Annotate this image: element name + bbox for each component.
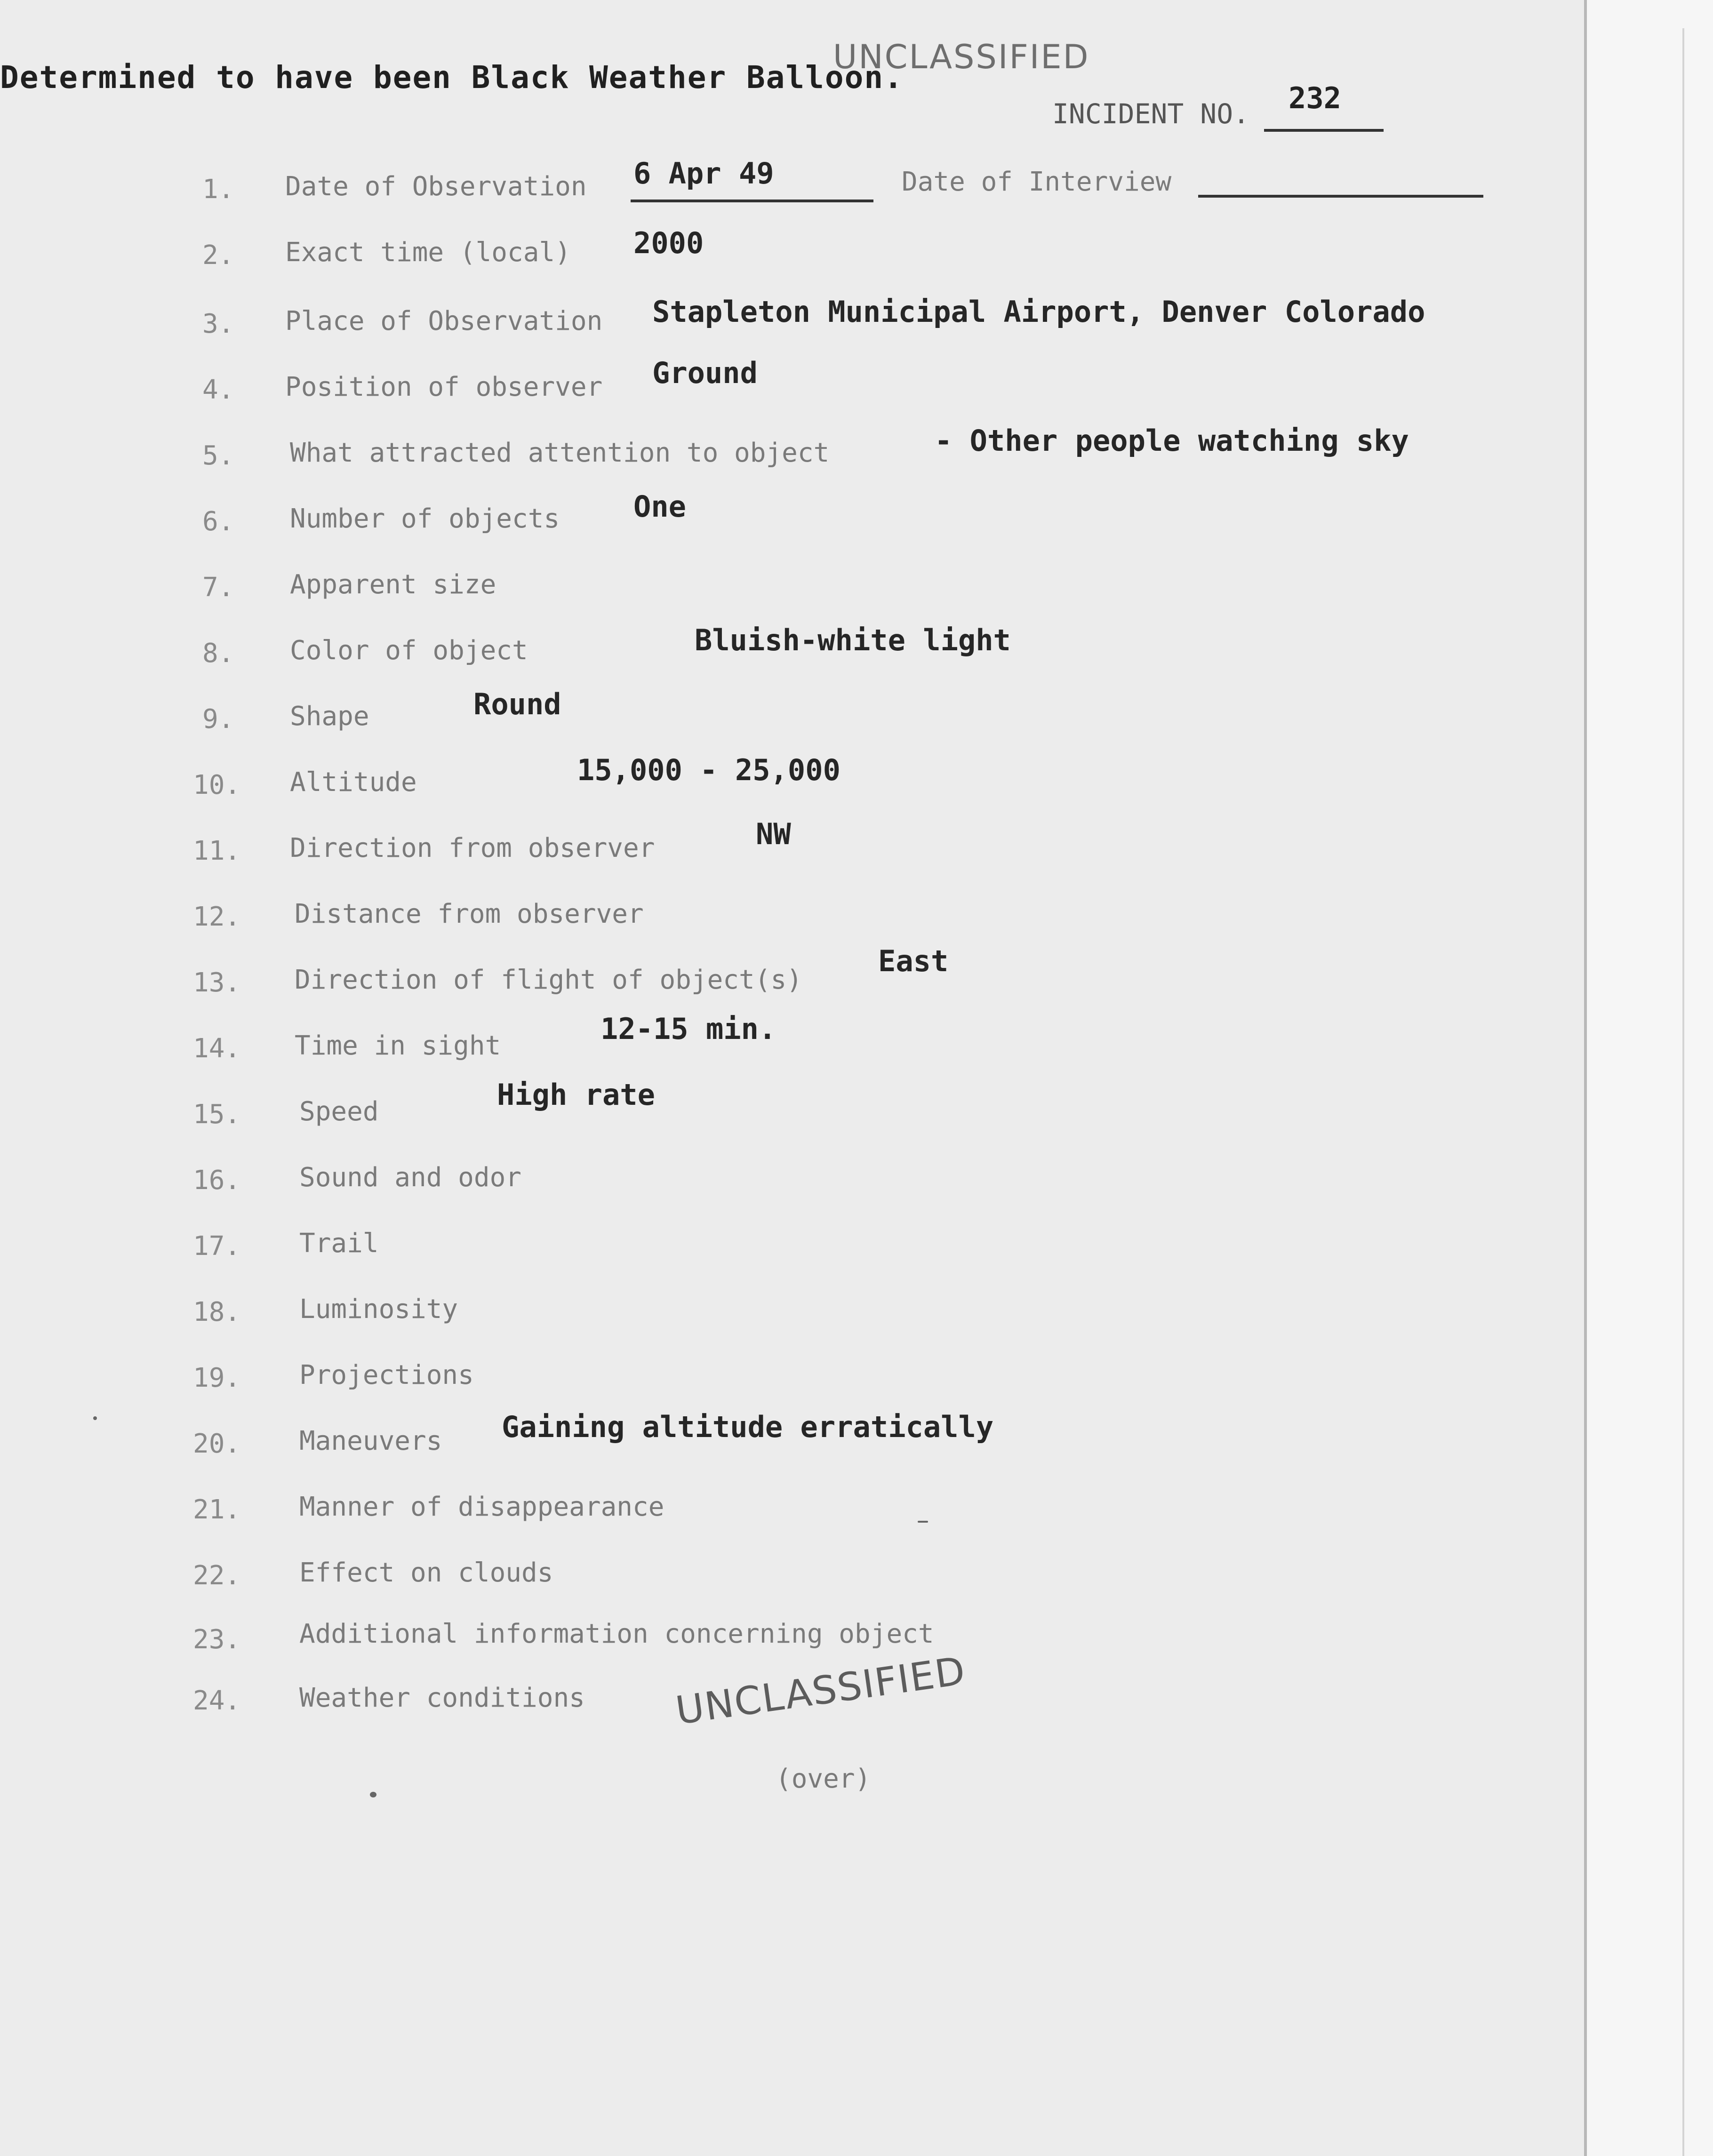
item-number: 5. xyxy=(202,440,234,471)
form-item-20 xyxy=(0,1410,1587,1473)
incident-label: INCIDENT NO. xyxy=(1052,98,1250,130)
form-item-18 xyxy=(0,1285,1587,1341)
paper-speck xyxy=(93,1416,97,1420)
unclassified-stamp-top: UNCLASSIFIED xyxy=(833,38,1090,76)
form-item-5 xyxy=(0,423,1587,485)
form-item-8 xyxy=(0,623,1587,682)
item-value: 15,000 - 25,000 xyxy=(577,753,840,787)
item-label: Color of object xyxy=(290,635,528,666)
paper-speck xyxy=(370,1792,376,1797)
form-item-14 xyxy=(0,1012,1587,1078)
form-item-22 xyxy=(0,1548,1587,1605)
item-number: 19. xyxy=(193,1363,241,1393)
item-label: Number of objects xyxy=(290,503,560,534)
item-label: Direction of flight of object(s) xyxy=(295,965,802,995)
interview-label: Date of Interview xyxy=(902,167,1172,197)
item-value: 2000 xyxy=(633,226,704,260)
form-item-17 xyxy=(0,1219,1587,1275)
item-number: 9. xyxy=(202,704,234,735)
item-number: 20. xyxy=(193,1429,241,1459)
header-note: Determined to have been Black Weather Balloon. xyxy=(0,59,904,96)
item-label: Manner of disappearance xyxy=(299,1492,664,1522)
item-number: 3. xyxy=(202,309,234,339)
item-number: 22. xyxy=(193,1560,241,1591)
item-value: High rate xyxy=(497,1078,655,1112)
item-value: 6 Apr 49 xyxy=(633,156,774,191)
item-number: 14. xyxy=(193,1033,241,1064)
item-number: 8. xyxy=(202,638,234,669)
item-number: 12. xyxy=(193,902,241,932)
item-label: Trail xyxy=(299,1228,379,1259)
item-label: Place of Observation xyxy=(285,306,603,336)
form-item-19 xyxy=(0,1350,1587,1407)
form-item-10 xyxy=(0,753,1587,814)
item-value: Gaining altitude erratically xyxy=(502,1410,994,1444)
item-label: Altitude xyxy=(290,767,417,798)
item-value: Stapleton Municipal Airport, Denver Colorado xyxy=(652,295,1425,329)
form-item-15 xyxy=(0,1078,1587,1143)
form-item-11 xyxy=(0,817,1587,880)
item-number: 24. xyxy=(193,1685,241,1716)
item-label: Shape xyxy=(290,701,369,732)
item-value: NW xyxy=(756,817,791,851)
form-item-21 xyxy=(0,1482,1587,1539)
form-item-4 xyxy=(0,356,1587,419)
date-underline xyxy=(631,200,873,202)
item-number: 13. xyxy=(193,967,241,998)
item-number: 4. xyxy=(202,375,234,405)
form-item-23 xyxy=(0,1614,1587,1670)
item-label: Apparent size xyxy=(290,569,496,600)
item-label: Distance from observer xyxy=(295,899,644,929)
item-label: Date of Observation xyxy=(285,171,587,202)
fold-line xyxy=(1682,28,1684,2156)
item-value: Round xyxy=(473,687,561,721)
item-number: 23. xyxy=(193,1624,241,1655)
item-label: Time in sight xyxy=(295,1030,501,1061)
unclassified-stamp-bottom: UNCLASSIFIED xyxy=(673,1648,969,1734)
item-label: Effect on clouds xyxy=(299,1557,553,1588)
item-number: 16. xyxy=(193,1165,241,1196)
form-item-12 xyxy=(0,889,1587,946)
item-label: Exact time (local) xyxy=(285,237,571,268)
scan-margin xyxy=(1587,0,1713,2156)
item-value: - Other people watching sky xyxy=(935,423,1409,458)
item-label: What attracted attention to object xyxy=(290,438,830,468)
item-number: 6. xyxy=(202,506,234,537)
item-number: 1. xyxy=(202,174,234,205)
form-item-13 xyxy=(0,944,1587,1012)
item-number: 15. xyxy=(193,1099,241,1130)
item-label: Sound and odor xyxy=(299,1162,522,1193)
item-number: 17. xyxy=(193,1231,241,1262)
form-item-2 xyxy=(0,226,1587,287)
item-label: Weather conditions xyxy=(299,1683,585,1713)
item-value: East xyxy=(878,944,949,978)
item-number: 10. xyxy=(193,770,241,800)
item-label: Direction from observer xyxy=(290,833,655,863)
item-value: Ground xyxy=(652,356,758,390)
incident-number: 232 xyxy=(1289,81,1341,115)
form-item-7 xyxy=(0,560,1587,616)
item-value: 12-15 min. xyxy=(600,1012,776,1046)
form-item-9 xyxy=(0,687,1587,748)
over-note: (over) xyxy=(776,1764,871,1794)
interview-underline xyxy=(1198,195,1483,198)
item-number: 18. xyxy=(193,1297,241,1327)
form-item-3 xyxy=(0,296,1587,353)
item-number: 7. xyxy=(202,572,234,603)
form-item-16 xyxy=(0,1153,1587,1209)
item-label: Position of observer xyxy=(285,372,603,402)
item-value: One xyxy=(633,489,686,524)
item-number: 21. xyxy=(193,1494,241,1525)
incident-number-underline xyxy=(1264,129,1384,132)
item-label: Maneuvers xyxy=(299,1426,442,1456)
form-item-1 xyxy=(0,156,1587,221)
item-number: 2. xyxy=(202,240,234,271)
item-label: Additional information concerning object xyxy=(299,1619,934,1649)
item-number: 11. xyxy=(193,836,241,866)
item-label: Luminosity xyxy=(299,1294,458,1325)
item-label: Speed xyxy=(299,1096,379,1127)
form-item-6 xyxy=(0,489,1587,551)
item-label: Projections xyxy=(299,1360,474,1390)
item-value: Bluish-white light xyxy=(695,623,1011,657)
paper-speck xyxy=(918,1521,928,1523)
